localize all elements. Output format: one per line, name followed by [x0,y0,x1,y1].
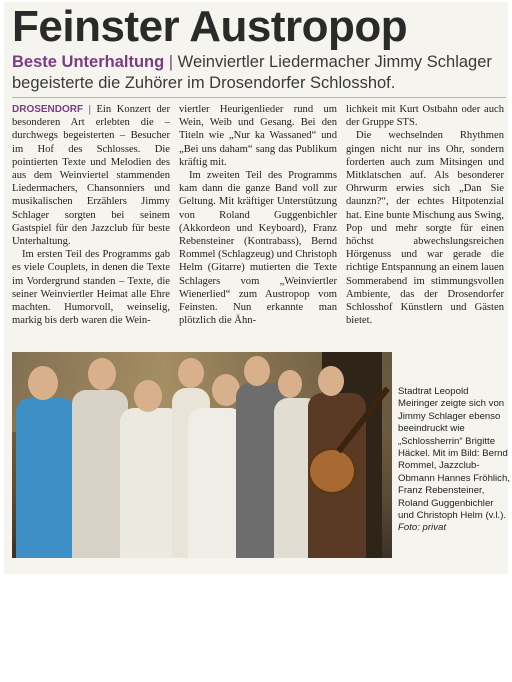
paragraph: viertler Heurigenlieder rund um Wein, Weib und Gesang. Bei den Titeln wie „Nur ka Wassaned“ und „Bei uns daham“ sang das Publikum kräftig mit. [179,104,337,168]
paragraph: lichkeit mit Kurt Ostbahn oder auch der Gruppe STS. [346,104,504,129]
photo-credit: Foto: privat [398,522,446,534]
paragraph: Die wechselnden Rhythmen gingen nicht nur ins Ohr, sondern forderten auch zum Mitsingen und Mitklatschen auf. Als besonderer Ohrwurm erwies sich „Dan Sie daunzn?“, der echtes Hitpotenzial hat. Eine bunte Mischung aus Swing, Pop und mehr sorgte für einen höchst abwechslungsreichen Hörgenuss und war gerade die richtige Entspannung an einem lauen Sommerabend im stimmungsvollen Ambiente, das der Drosendorfer Schlosshof Künstlern und Gästen bietet. [346,130,505,327]
paragraph: Im ersten Teil des Programms gab es viele Couplets, in denen die Texte im Vordergrund standen – Texte, die seiner Weinviertler Heimat alle Ehre machten. Humorvoll, weinselig, markig bis derb waren die Wein- [12,249,170,327]
paragraph: Im zweiten Teil des Programms kam dann die ganze Band voll zur Geltung. Mit kräftiger Unterstützung von Roland Guggenbichler (Akkordeon und Keyboard), Franz Rebensteiner (Kontrabass), Bernd Rommel (Schlagzeug) und Christoph Helm (Gitarre) mutierten die Texte Schlagers vom „Weinviertler Wienerlied“ zum Austropop vom Feinsten. Nun erkannte man plötzlich die Ähn- [179,170,338,327]
photo-caption [398,386,510,535]
person-head [318,366,344,396]
guitar-body [308,448,356,494]
person-head [134,380,162,412]
kicker: Beste Unterhaltung [12,53,165,71]
dateline: DROSENDORF [12,104,84,115]
column-1 [12,103,170,327]
person-head [178,358,204,388]
newspaper-clipping [4,2,508,574]
group-photo [12,352,392,558]
subhead-text: Weinviertler Liedermacher Jimmy Schlager begeisterte die Zuhörer im Drosendorfer Schlosshof. [12,53,492,92]
person-head [88,358,116,390]
divider [12,97,506,98]
subheadline [12,52,506,94]
column-2 [179,103,337,327]
person-head [28,366,58,400]
person-head [244,356,270,386]
paragraph-text: Ein Konzert der besonderen Art erlebten die – durchwegs begeisterten – Besucher im Hof des Schlosses. Die pointierten Texte und Melodien des aus dem Weinviertel stammenden Liedermachers, Chansonniers und musikalischen Erzählers Jimmy Schlager sorgten bei seinem Gastspiel für den Jazzclub für beste Unterhaltung. [12,104,171,248]
kicker-separator: | [168,53,174,71]
headline: Feinster Austropop [12,2,408,51]
column-3 [346,103,504,327]
person-head [278,370,302,398]
paragraph: DROSENDORF | Ein Konzert der besonderen Art erlebten die – durchwegs begeisterten – Besucher im Hof des Schlosses. Die pointierten Texte und Melodien des aus dem Weinviertel stammenden Liedermachers, Chansonniers und musikalischen Erzählers Jimmy Schlager sorgten bei seinem Gastspiel für den Jazzclub für beste Unterhaltung. [12,104,171,248]
person [16,398,76,558]
caption-text: Stadtrat Leopold Meiringer zeigte sich von Jimmy Schlager ebenso beeindruckt wie „Schlossherrin“ Brigitte Häckel. Mit im Bild: Bernd Rommel, Jazzclub-Obmann Hannes Fröhlich, Franz Rebensteiner, Roland Guggenbichler und Christoph Helm (v.l.). [398,386,510,522]
